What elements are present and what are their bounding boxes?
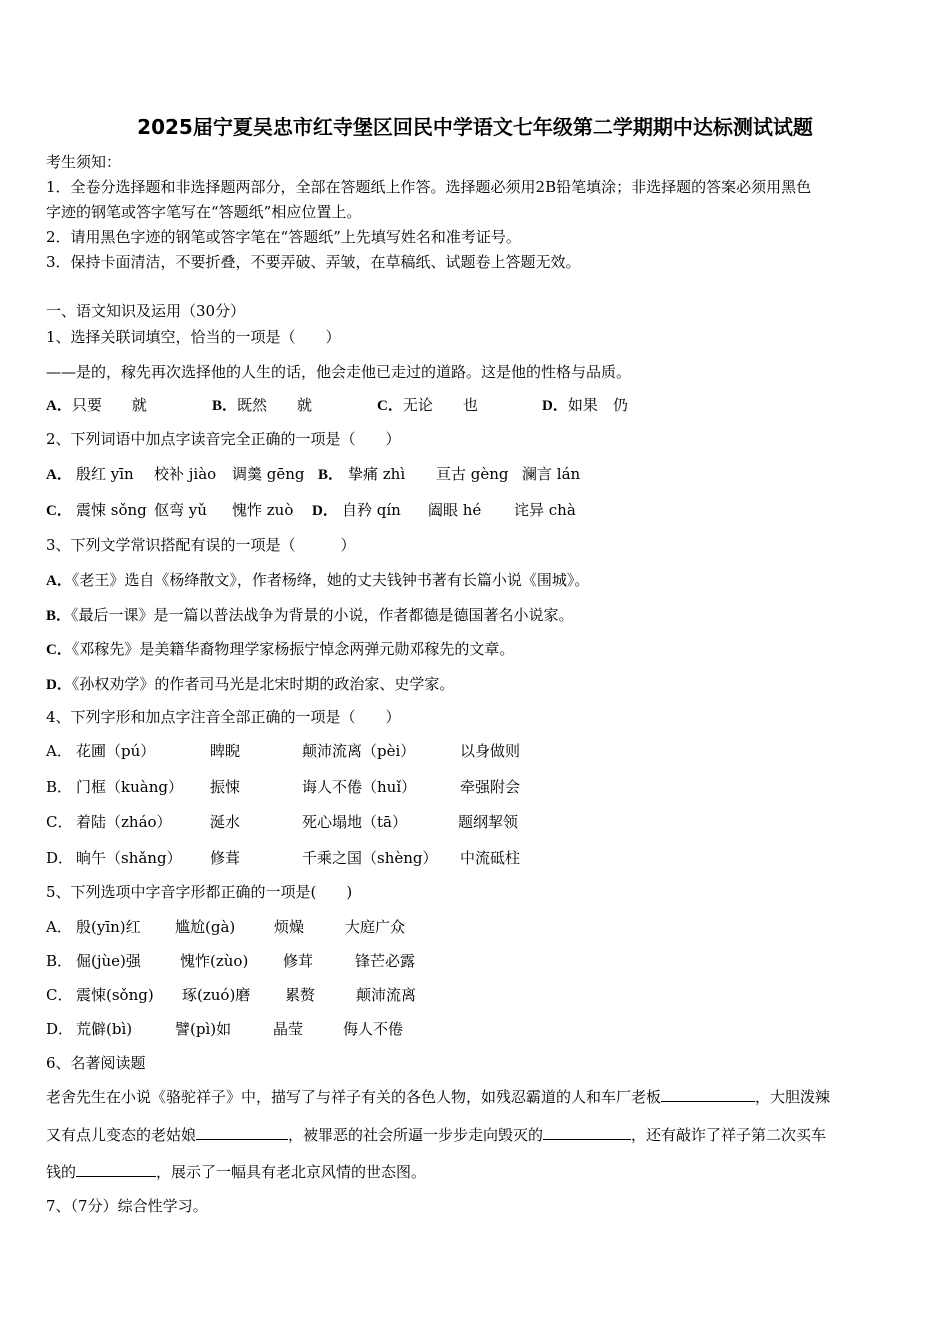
notice-item: 字迹的钢笔或答字笔写在“答题纸”相应位置上。 bbox=[46, 203, 362, 221]
answer-blank[interactable] bbox=[196, 1125, 288, 1140]
q1-option-b: B．既然 就 bbox=[212, 396, 313, 414]
question-3-stem: 3、下列文学常识搭配有误的一项是（ ） bbox=[46, 536, 356, 554]
question-5-stem: 5、下列选项中字音字形都正确的一项是( ) bbox=[46, 883, 353, 901]
q4-item: 着陆（zháo） bbox=[76, 813, 172, 831]
q2-item: 校补 jiào bbox=[154, 465, 217, 483]
notice-item: 1．全卷分选择题和非选择题两部分，全部在答题纸上作答。选择题必须用2B铅笔填涂；非选择题的答案必须用黑色 bbox=[46, 178, 812, 196]
q6-paragraph-line: 又有点儿变态的老姑娘 ，被罪恶的社会所逼一步步走向毁灭的 ，还有敲诈了祥子第二次买车 bbox=[46, 1126, 827, 1144]
q4-item: 门框（kuàng） bbox=[76, 778, 183, 796]
q4-row-label: C． bbox=[46, 813, 73, 831]
q5-item: 烦燥 bbox=[274, 918, 305, 936]
q5-item: 颠沛流离 bbox=[356, 986, 417, 1004]
q3-option-a: A．《老王》选自《杨绛散文》，作者杨绛，她的丈夫钱钟书著有长篇小说《围城》。 bbox=[46, 571, 590, 589]
q5-item: 晶莹 bbox=[273, 1020, 304, 1038]
q4-item: 修葺 bbox=[210, 849, 241, 867]
q6-paragraph-line: 老舍先生在小说《骆驼祥子》中，描写了与祥子有关的各色人物，如残忍霸道的人和车厂老板 ，大胆泼辣 bbox=[46, 1088, 831, 1106]
section-heading: 一、语文知识及运用（30分） bbox=[46, 302, 246, 320]
answer-blank[interactable] bbox=[76, 1162, 156, 1177]
q2-item: 诧异 chà bbox=[514, 501, 576, 519]
q2-row: C． bbox=[46, 503, 72, 519]
q4-row-label: D． bbox=[46, 849, 74, 867]
q2-item: 挚痛 zhì bbox=[348, 465, 406, 483]
q2-item: 澜言 lán bbox=[522, 465, 581, 483]
q5-item: 震悚(sǒng) bbox=[76, 986, 154, 1004]
q5-item: 修茸 bbox=[283, 952, 314, 970]
notice-item: 3．保持卡面清洁，不要折叠，不要弄破、弄皱，在草稿纸、试题卷上答题无效。 bbox=[46, 253, 581, 271]
q4-item: 晌午（shǎng） bbox=[76, 849, 182, 867]
page-title: 2025届宁夏吴忠市红寺堡区回民中学语文七年级第二学期期中达标测试试题 bbox=[137, 115, 813, 139]
q4-item: 以身做则 bbox=[460, 742, 521, 760]
q4-item: 死心塌地（tā） bbox=[302, 813, 407, 831]
answer-blank[interactable] bbox=[543, 1125, 631, 1140]
q2-item: 殷红 yīn bbox=[76, 465, 134, 483]
q3-option-d: D．《孙权劝学》的作者司马光是北宋时期的政治家、史学家。 bbox=[46, 675, 455, 693]
q2-row: D． bbox=[312, 503, 338, 519]
q4-item: 诲人不倦（huǐ） bbox=[302, 778, 417, 796]
q4-item: 牵强附会 bbox=[460, 778, 521, 796]
q2-item: 伛弯 yǔ bbox=[154, 501, 207, 519]
q4-item: 颠沛流离（pèi） bbox=[302, 742, 416, 760]
q5-item: 尴尬(gà) bbox=[175, 918, 236, 936]
q2-row: B． bbox=[318, 467, 344, 483]
q4-item: 睥睨 bbox=[210, 742, 241, 760]
q5-item: 侮人不倦 bbox=[343, 1020, 404, 1038]
q1-option-d: D．如果 仍 bbox=[542, 396, 628, 414]
q5-row-label: C． bbox=[46, 986, 73, 1004]
notice-item: 2．请用黑色字迹的钢笔或答字笔在“答题纸”上先填写姓名和准考证号。 bbox=[46, 228, 521, 246]
q2-row: A． bbox=[46, 467, 72, 483]
q6-paragraph-line: 钱的 ，展示了一幅具有老北京风情的世态图。 bbox=[46, 1163, 427, 1181]
q5-item: 荒僻(bì) bbox=[76, 1020, 133, 1038]
q5-row-label: D． bbox=[46, 1020, 74, 1038]
q4-item: 花圃（pú） bbox=[76, 742, 156, 760]
question-2-stem: 2、下列词语中加点字读音完全正确的一项是（ ） bbox=[46, 430, 401, 448]
q5-row-label: B． bbox=[46, 952, 73, 970]
q3-option-c: C．《邓稼先》是美籍华裔物理学家杨振宁悼念两弹元勋邓稼先的文章。 bbox=[46, 640, 515, 658]
question-1-text: ——是的，稼先再次选择他的人生的话，他会走他已走过的道路。这是他的性格与品质。 bbox=[46, 363, 632, 381]
q2-item: 调羹 gēng bbox=[232, 465, 305, 483]
answer-blank[interactable] bbox=[661, 1087, 755, 1102]
q5-item: 譬(pì)如 bbox=[175, 1020, 232, 1038]
question-1-stem: 1、选择关联词填空，恰当的一项是（ ） bbox=[46, 328, 341, 346]
q5-item: 倔(jùe)强 bbox=[76, 952, 141, 970]
question-7-stem: 7、（7分）综合性学习。 bbox=[46, 1197, 208, 1215]
q4-item: 涎水 bbox=[210, 813, 241, 831]
q3-option-b: B．《最后一课》是一篇以普法战争为背景的小说，作者都德是德国著名小说家。 bbox=[46, 606, 574, 624]
q5-item: 琢(zuó)磨 bbox=[182, 986, 251, 1004]
q2-item: 震悚 sǒng bbox=[76, 501, 147, 519]
q5-item: 愧怍(zùo) bbox=[180, 952, 249, 970]
q5-item: 殷(yīn)红 bbox=[76, 918, 141, 936]
q5-row-label: A． bbox=[46, 918, 72, 936]
notice-heading: 考生须知： bbox=[46, 153, 122, 171]
q4-item: 中流砥柱 bbox=[460, 849, 521, 867]
q4-row-label: B． bbox=[46, 778, 73, 796]
q2-item: 亘古 gèng bbox=[436, 465, 509, 483]
question-6-stem: 6、名著阅读题 bbox=[46, 1054, 146, 1072]
q4-item: 振悚 bbox=[210, 778, 241, 796]
q4-item: 千乘之国（shèng） bbox=[302, 849, 438, 867]
q2-item: 阖眼 hé bbox=[428, 501, 482, 519]
q5-item: 大庭广众 bbox=[345, 918, 406, 936]
question-4-stem: 4、下列字形和加点字注音全部正确的一项是（ ） bbox=[46, 708, 401, 726]
q1-option-c: C．无论 也 bbox=[377, 396, 478, 414]
q4-item: 题纲挈领 bbox=[458, 813, 519, 831]
q2-item: 愧怍 zuò bbox=[232, 501, 294, 519]
q2-item: 自矜 qín bbox=[342, 501, 401, 519]
q1-option-a: A．只要 就 bbox=[46, 396, 147, 414]
q4-row-label: A． bbox=[46, 742, 72, 760]
q5-item: 累赘 bbox=[285, 986, 316, 1004]
q5-item: 锋芒必露 bbox=[355, 952, 416, 970]
